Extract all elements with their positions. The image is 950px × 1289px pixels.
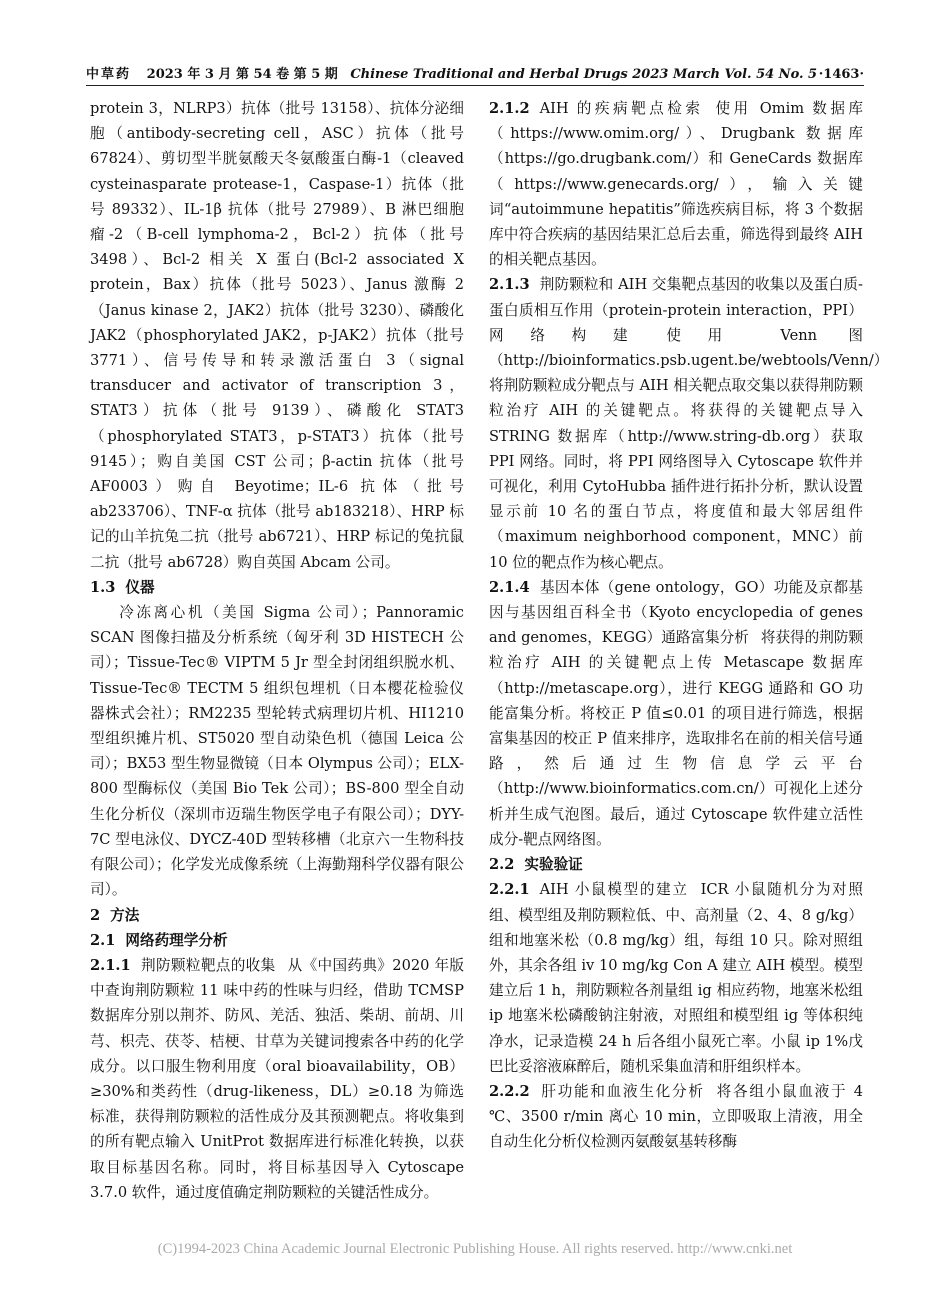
paragraph: protein 3，NLRP3）抗体（批号 13158）、抗体分泌细胞（antibody-secreting cell，ASC）抗体（批号 67824）、剪切型半胱氨酸天冬氨酸蛋白酶-1（cleaved cysteinasparate protease-1，Caspase-1）抗体（批号 89332）、IL-1β 抗体（批号 27989）、B 淋巴细胞瘤-2（B-cell lymphoma-2，Bcl-2）抗体（批号 3498）、Bcl-2 相关 X 蛋白(Bcl-2 associated X protein，Bax）抗体（批号 5023）、Janus 激酶 2（Janus kinase 2，JAK2）抗体（批号 3230）、磷酸化 JAK2（phosphorylated JAK2，p-JAK2）抗体（批号 3771）、信号传导和转录激活蛋白 3（signal transducer and activator of transcription 3，STAT3）抗体（批号 9139）、磷酸化 STAT3（phosphorylated STAT3，p-STAT3）抗体（批号 9145）；购自美国 CST 公司；β-actin 抗体（批号 AF0003）购自 Beyotime；IL-6 抗体（批号 ab233706）、TNF-α 抗体（批号 ab183218）、HRP 标记的山羊抗兔二抗（批号 ab6721）、HRP 标记的兔抗鼠二抗（批号 ab6728）购自英国 Abcam 公司。 — [90, 100, 464, 571]
section-heading-2-1: 2.1 网络药理学分析 — [90, 931, 228, 949]
copyright-footer: (C)1994-2023 China Academic Journal Electronic Publishing House. All rights reserved. http://www.cnki.net — [157, 1241, 793, 1257]
paragraph: 2.1.1 荆防颗粒靶点的收集 从《中国药典》2020 年版中查询荆防颗粒 11 味中药的性味与归经，借助 TCMSP 数据库分别以荆芥、防风、羌活、独活、柴胡、前胡、川芎、枳壳、茯苓、桔梗、甘草为关键词搜索各中药的化学成分。以口服生物利用度（oral bioavailability，OB）≥30%和类药性（drug-likeness，DL）≥0.18 为筛选标准，获得荆防颗粒的活性成分及其预测靶点。将收集到的所有靶点输入 UnitProt 数据库进行标准化转换，以获取目标基因名称。同时，将目标基因导入 Cytoscape 3.7.0 软件，通过度值确定荆防颗粒的关键活性成分。 — [90, 956, 464, 1201]
left-column — [90, 96, 464, 1205]
paragraph: 2.1.2 AIH 的疾病靶点检索 使用 Omim 数据库（https://www.omim.org/）、Drugbank 数据库（https://go.drugbank.com/）和 GeneCards 数据库（https://www.genecards.org/），输入关键词“autoimmune hepatitis”筛选疾病目标，将 3 个数据库中符合疾病的基因结果汇总后去重，筛选得到最终 AIH 的相关靶点基因。 — [489, 100, 864, 269]
paragraph: 2.1.4 基因本体（gene ontology，GO）功能及京都基因与基因组百科全书（Kyoto encyclopedia of genes and genomes，KEGG）通路富集分析 将获得的荆防颗粒治疗 AIH 的关键靶点上传 Metascape 数据库（http://metascape.org），进行 KEGG 通路和 GO 功能富集分析。将校正 P 值≤0.01 的项目进行筛选，根据富集基因的校正 P 值来排序，选取排名在前的相关信号通路，然后通过生物信息学云平台（http://www.bioinformatics.com.cn/）可视化上述分析并生成气泡图。最后，通过 Cytoscape 软件建立活性成分-靶点网络图。 — [489, 578, 864, 848]
page-number: ·1463· — [818, 67, 864, 82]
right-column — [489, 96, 889, 1155]
paragraph: 2.2.2 肝功能和血液生化分析 将各组小鼠血液于 4 ℃、3500 r/min 离心 10 min，立即吸取上清液，用全自动生化分析仪检测丙氨酸氨基转移酶 — [489, 1082, 863, 1151]
running-header — [86, 60, 864, 86]
section-heading-2-2: 2.2 实验验证 — [489, 856, 583, 874]
paragraph: 冷冻离心机（美国 Sigma 公司）；Pannoramic SCAN 图像扫描及分析系统（匈牙利 3D HISTECH 公司）；Tissue-Tec® VIPTM 5 Jr 型全封闭组织脱水机、Tissue-Tec® TECTM 5 组织包埋机（日本樱花检验仪器株式会社）；RM2235 型轮转式病理切片机、HI1210 型组织摊片机、ST5020 型自动染色机（德国 Leica 公司）；BX53 型生物显微镜（日本 Olympus 公司）；ELX-800 型酶标仪（美国 Bio Tek 公司）；BS-800 型全自动生化分析仪（深圳市迈瑞生物医学电子有限公司）；DYY-7C 型电泳仪、DYCZ-40D 型转移槽（北京六一生物科技有限公司）；化学发光成像系统（上海勤翔科学仪器有限公司）。 — [90, 604, 464, 899]
paragraph: 2.2.1 AIH 小鼠模型的建立 ICR 小鼠随机分为对照组、模型组及荆防颗粒低、中、高剂量（2、4、8 g/kg）组和地塞米松（0.8 mg/kg）组，每组 10 只。除对照组外，其余各组 iv 10 mg/kg Con A 建立 AIH 模型。模型建立后 1 h，荆防颗粒各剂量组 ig 相应药物，地塞米松组 ip 地塞米松磷酸钠注射液，对照组和模型组 ig 等体积纯净水，记录造模 24 h 后各组小鼠死亡率。小鼠 ip 1%戊巴比妥溶液麻醉后，随机采集血清和肝组织样本。 — [489, 881, 864, 1075]
journal-title-en: Chinese Traditional and Herbal Drugs 2023 March Vol. 54 No. 5 — [350, 67, 818, 82]
section-heading-1-3: 1.3 仪器 — [90, 578, 155, 596]
issue-info — [145, 63, 819, 82]
journal-title-cn: 中草药 — [86, 67, 132, 82]
section-heading-2: 2 方法 — [90, 906, 140, 924]
issue-cn: 2023 年 3 月 第 54 卷 第 5 期 — [146, 67, 338, 82]
paragraph: 2.1.3 荆防颗粒和 AIH 交集靶点基因的收集以及蛋白质-蛋白质相互作用（protein-protein interaction，PPI）网络构建 使用 Venn 图（http://bioinformatics.psb.ugent.be/webtools/Venn/）将荆防颗粒成分靶点与 AIH 相关靶点取交集以获得荆防颗粒治疗 AIH 的关键靶点。将获得的关键靶点导入 STRING 数据库（http://www.string-db.org）获取 PPI 网络。同时，将 PPI 网络图导入 Cytoscape 软件并可视化，利用 CytoHubba 插件进行拓扑分析，默认设置显示前 10 名的蛋白节点，将度值和最大邻居组件（maximum neighborhood component，MNC）前 10 位的靶点作为核心靶点。 — [489, 276, 889, 571]
